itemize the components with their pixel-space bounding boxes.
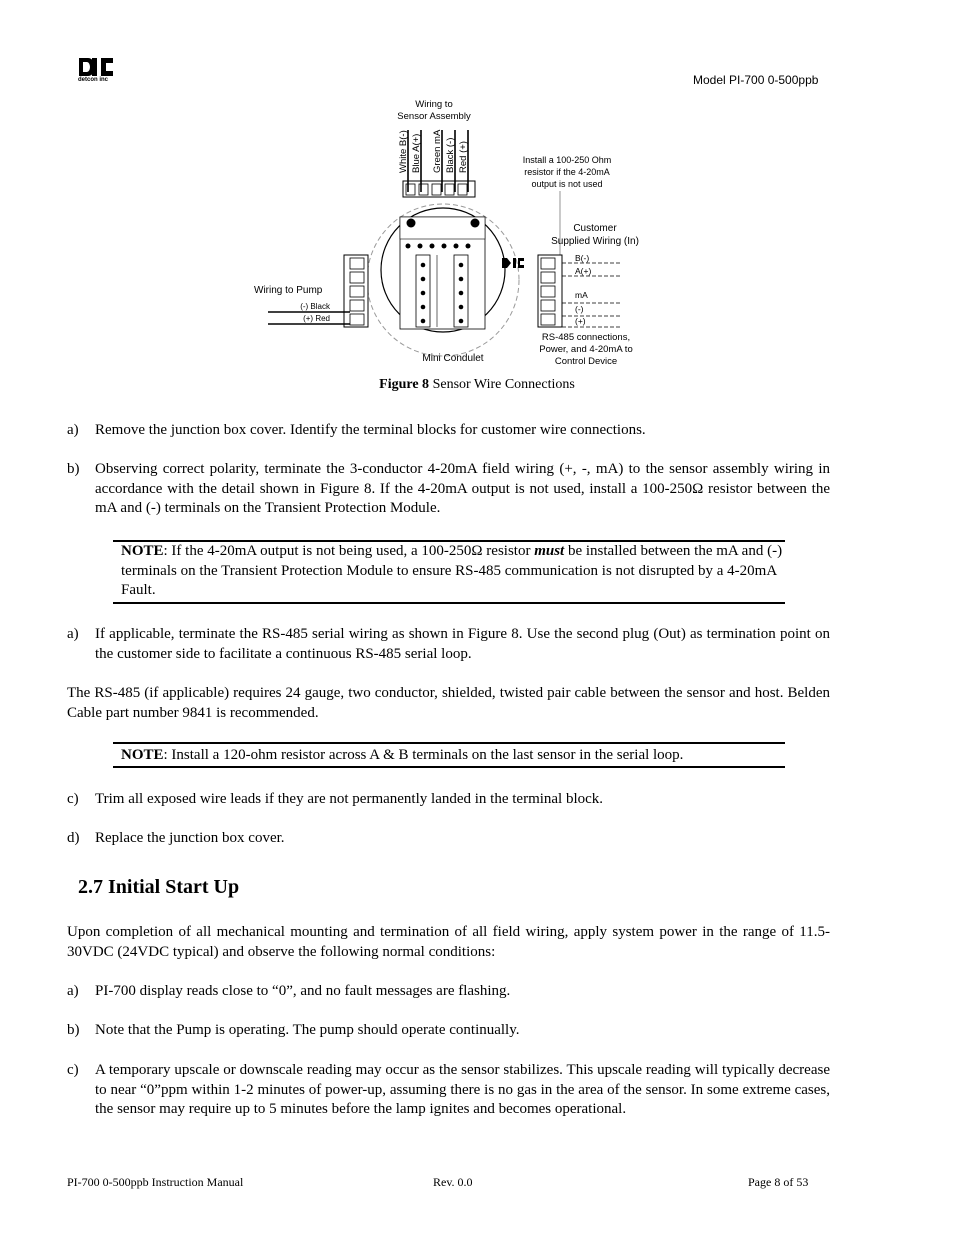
list-item [67, 1021, 830, 1041]
list-item [67, 1061, 830, 1120]
footer-page-number: Page 8 of 53 [748, 1175, 809, 1189]
logo-text: detcon inc [78, 77, 109, 83]
list-item [67, 829, 830, 849]
rs485-paragraph: The RS-485 (if applicable) requires 24 gauge, two conductor, shielded, twisted pair cable between the sensor and host. Belden Cable part number 9841 is recommended. [67, 685, 830, 721]
wire-label: Red (+) [458, 141, 469, 173]
list-text: If applicable, terminate the RS-485 serial wiring as shown in Figure 8. Use the second plug (Out) as termination point on the customer side to facilitate a continuous RS-485 serial loop. [95, 626, 830, 662]
footer-revision: Rev. 0.0 [433, 1175, 473, 1189]
model-label: Model PI-700 0-500ppb [693, 73, 819, 87]
resistor-note: resistor if the 4-20mA [524, 167, 610, 177]
sensor-assembly-label: Wiring to [415, 99, 453, 110]
figure-caption [0, 377, 954, 393]
sensor-assembly-label: Sensor Assembly [397, 111, 471, 122]
list-text: PI-700 display reads close to “0”, and no fault messages are flashing. [95, 983, 511, 999]
list-text: Note that the Pump is operating. The pump should operate continually. [95, 1022, 520, 1038]
list-marker: a) [67, 983, 79, 999]
list-item [67, 460, 830, 519]
note-box [113, 742, 785, 768]
list-item [67, 790, 830, 810]
customer-wiring-label: Supplied Wiring (In) [551, 236, 639, 247]
customer-terminal-label: (+) [575, 316, 586, 326]
wire-label: White B(-) [398, 130, 409, 173]
list-text: Remove the junction box cover. Identify the terminal blocks for customer wire connections. [95, 422, 646, 438]
list-marker: b) [67, 1022, 80, 1038]
list-marker: a) [67, 626, 79, 642]
list-marker: c) [67, 1062, 79, 1078]
section-heading: 2.7 Initial Start Up [78, 876, 240, 898]
startup-paragraph: Upon completion of all mechanical mounting and termination of all field wiring, apply system power in the range of 11.5-30VDC (24VDC typical) and observe the following normal conditions: [67, 924, 830, 960]
customer-terminal-label: A(+) [575, 266, 592, 276]
resistor-note: Install a 100-250 Ohm [522, 155, 612, 165]
resistor-note: output is not used [531, 179, 603, 189]
wire-label: Blue A(+) [411, 133, 422, 173]
list-item [67, 982, 830, 1002]
rs485-note: Control Device [554, 356, 618, 367]
customer-terminal-label: (-) [575, 304, 584, 314]
wire-label: Black (-) [445, 137, 456, 173]
figure-number: Figure 8 [379, 377, 430, 392]
pump-terminal-label: (+) Red [303, 314, 330, 323]
list-item [67, 625, 830, 664]
wiring-to-pump-label: Wiring to Pump [254, 285, 323, 296]
list-text: Replace the junction box cover. [95, 830, 285, 846]
mini-condulet-label: Mini Condulet [422, 353, 484, 364]
rs485-note: RS-485 connections, [541, 332, 631, 343]
note-text: : Install a 120-ohm resistor across A & B terminals on the last sensor in the serial loop. [163, 747, 684, 763]
list-text: A temporary upscale or downscale reading may occur as the sensor stabilizes. This upscale reading will typically decrease to near “0”ppm within 1-2 minutes of power-up, assuming there is no gas in the area of the sensor. In some extreme cases, the sensor may require up to 5 minutes before the lamp ignites and becomes operational. [95, 1062, 830, 1117]
list-text: Trim all exposed wire leads if they are not permanently landed in the terminal block. [95, 791, 604, 807]
pump-terminal-label: (-) Black [300, 302, 330, 311]
rs485-note: Power, and 4-20mA to [539, 344, 633, 355]
detcon-logo [76, 56, 116, 86]
note-text: : If the 4-20mA output is not being used, a 100-250Ω resistor [163, 543, 535, 559]
wire-label: Green mA [432, 129, 443, 173]
list-marker: a) [67, 422, 79, 438]
sensor-wiring-diagram [240, 95, 660, 370]
note-label: NOTE [121, 543, 164, 559]
note-box [113, 540, 785, 604]
customer-terminal-label: B(-) [575, 253, 590, 263]
note-text: be installed between the mA and (-) terminals on the Transient Protection Module to ensure RS-485 communication is not disrupted by a 4-20mA Fault. [121, 543, 783, 598]
list-marker: d) [67, 830, 80, 846]
note-label: NOTE [121, 747, 164, 763]
footer-manual-title: PI-700 0-500ppb Instruction Manual [67, 1175, 244, 1189]
list-text: Observing correct polarity, terminate the 3-conductor 4-20mA field wiring (+, -, mA) to the sensor assembly wiring in accordance with the detail shown in Figure 8. If the 4-20mA output is not used, install a 100-250Ω resistor between the mA and (-) terminals on the Transient Protection Module. [95, 461, 830, 516]
list-marker: b) [67, 461, 80, 477]
figure-title: Sensor Wire Connections [429, 377, 575, 392]
note-emphasis: must [534, 543, 565, 559]
list-marker: c) [67, 791, 79, 807]
list-item [67, 421, 830, 441]
customer-terminal-label: mA [575, 290, 588, 300]
customer-wiring-label: Customer [573, 223, 617, 234]
